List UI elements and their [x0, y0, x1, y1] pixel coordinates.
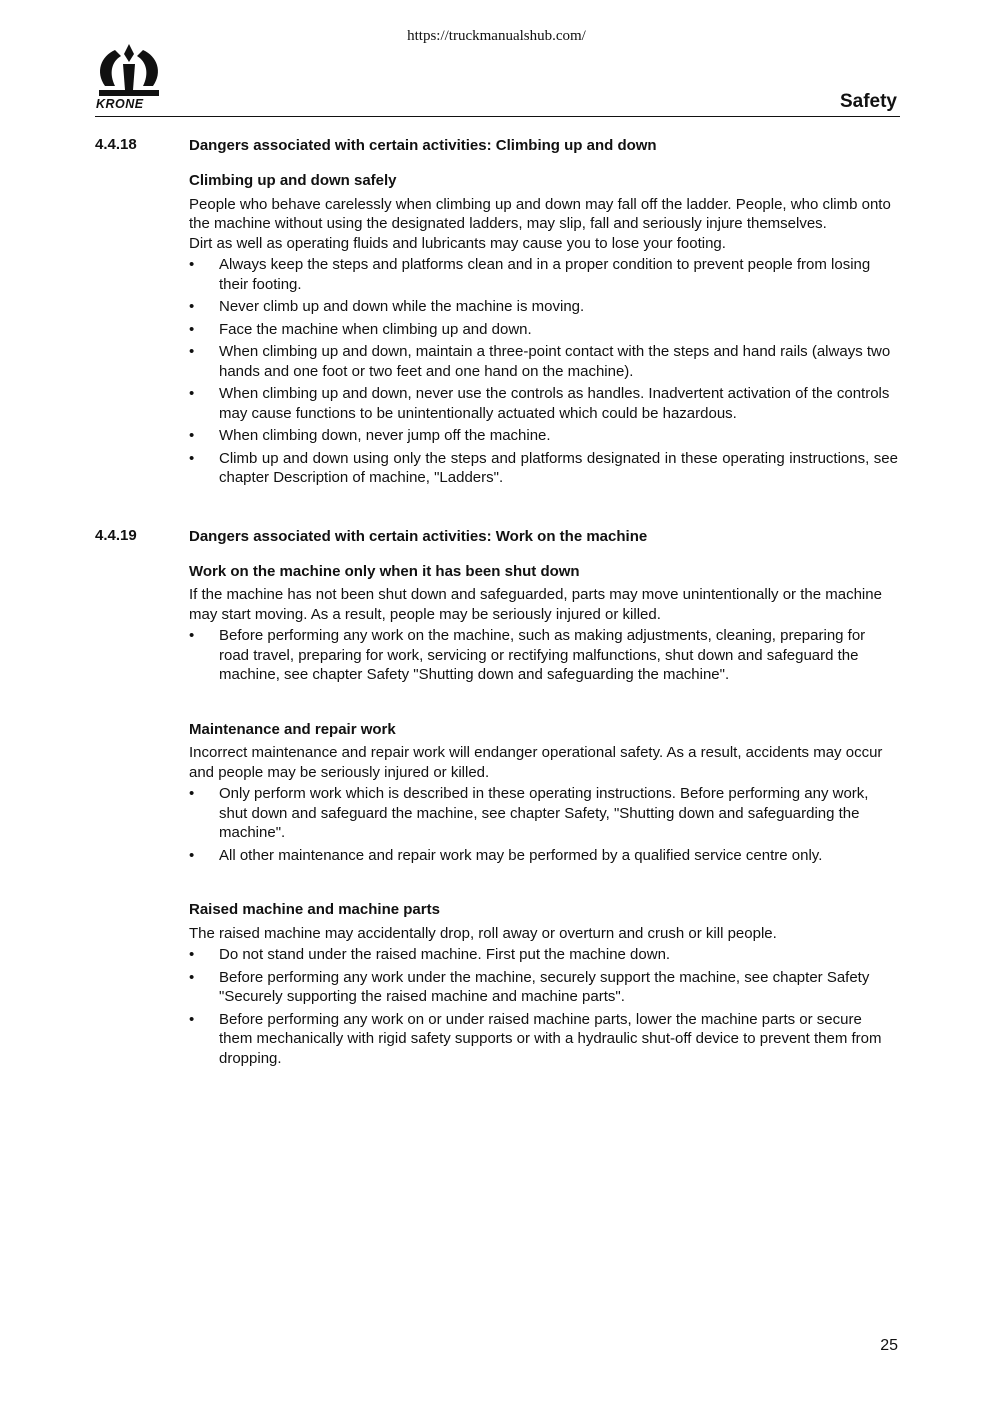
list-item: • Face the machine when climbing up and down.: [189, 320, 898, 340]
paragraph: If the machine has not been shut down and safeguarded, parts may move unintentionally or the machine may start moving. As a result, people may be seriously injured or killed.: [189, 586, 882, 623]
list-item: • Only perform work which is described in these operating instructions. Before performing any work, shut down and safeguard the machine, see chapter Safety, "Shutting down and safeguarding the machine".: [189, 784, 898, 843]
section-number: 4.4.18: [95, 136, 137, 153]
section-body: [189, 171, 898, 488]
section-4-4-19: [95, 527, 900, 1069]
section-number: 4.4.19: [95, 526, 137, 544]
chapter-title: Safety: [839, 91, 897, 112]
subsection-title: Maintenance and repair work: [189, 720, 396, 738]
page-content: [95, 136, 900, 1071]
list-item: • All other maintenance and repair work may be performed by a qualified service centre only.: [189, 846, 898, 866]
section-heading: Dangers associated with certain activities: Work on the machine: [189, 527, 648, 545]
list-item: • Before performing any work under the machine, securely support the machine, see chapter Safety "Securely supporting the raised machine and machine parts".: [189, 968, 898, 1007]
section-heading: Dangers associated with certain activities: Climbing up and down: [189, 137, 657, 154]
list-item: • Do not stand under the raised machine. First put the machine down.: [189, 945, 898, 965]
section-4-4-18: [95, 136, 900, 488]
bullet-list: [189, 626, 898, 685]
list-item: • Never climb up and down while the machine is moving.: [189, 297, 898, 317]
list-item: • When climbing up and down, never use the controls as handles. Inadvertent activation of the controls may cause functions to be unintentionally actuated which could be hazardous.: [189, 384, 898, 423]
list-item: • Climb up and down using only the steps and platforms designated in these operating instructions, see chapter Description of machine, "Ladders".: [189, 449, 898, 488]
paragraph: People who behave carelessly when climbing up and down may fall off the ladder. People, who climb onto the machine without using the designated ladders, may slip, fall and seriously injure themselves.: [189, 195, 891, 232]
paragraph: The raised machine may accidentally drop, roll away or overturn and crush or kill people.: [189, 924, 777, 942]
bullet-list: [189, 784, 898, 865]
subsection-title: Raised machine and machine parts: [189, 901, 440, 918]
bullet-list: [189, 255, 898, 488]
subsection-title: Work on the machine only when it has been shut down: [189, 562, 580, 580]
list-item: • When climbing down, never jump off the machine.: [189, 426, 898, 446]
source-url: https://truckmanualshub.com/: [407, 28, 586, 44]
paragraph: Incorrect maintenance and repair work will endanger operational safety. As a result, accidents may occur and people may be seriously injured or killed.: [189, 744, 883, 781]
header-rule: [95, 116, 900, 117]
list-item: • When climbing up and down, maintain a three-point contact with the steps and hand rails (always two hands and one foot or two feet and one hand on the machine).: [189, 342, 898, 381]
section-body: [189, 562, 898, 1069]
logo-wordmark: KRONE: [96, 97, 144, 111]
page-number: 25: [880, 1337, 898, 1354]
list-item: • Before performing any work on or under raised machine parts, lower the machine parts or secure them mechanically with rigid safety supports or with a hydraulic shut-off device to prevent them from dropping.: [189, 1010, 898, 1069]
list-item: • Before performing any work on the machine, such as making adjustments, cleaning, preparing for road travel, preparing for work, servicing or rectifying malfunctions, shut down and safeguard the machine, see chapter Safety "Shutting down and safeguarding the machine".: [189, 626, 898, 685]
bullet-list: [189, 945, 898, 1068]
list-item: • Always keep the steps and platforms clean and in a proper condition to prevent people from losing their footing.: [189, 255, 898, 294]
paragraph: Dirt as well as operating fluids and lubricants may cause you to lose your footing.: [189, 234, 726, 252]
subsection-title: Climbing up and down safely: [189, 172, 397, 189]
